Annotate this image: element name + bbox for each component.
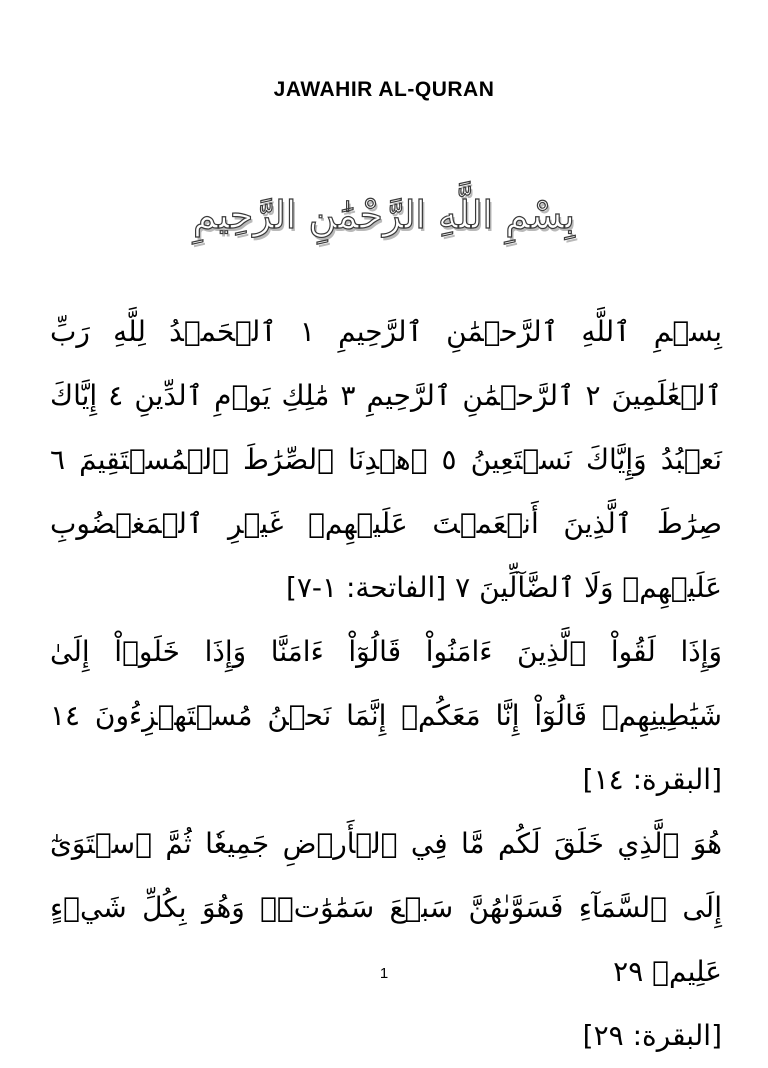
basmala-text: بِسْمِ اللَّهِ الرَّحْمَٰنِ الرَّحِيمِ [193, 193, 575, 237]
passage-text: هُوَ ٱلَّذِي خَلَقَ لَكُم مَّا فِي ٱلۡأَرۡضِ جَمِيعٗا ثُمَّ ٱسۡتَوَىٰٓ إِلَى ٱلسَّمَآءِ فَسَوَّىٰهُنَّ سَبۡعَ سَمَٰوَٰتٖۚ وَهُوَ بِكُلِّ شَيۡءٍ عَلِيمٞ ٢٩ [50, 827, 722, 988]
passage-baqarah-14 [50, 620, 722, 812]
page-title: JAWAHIR AL-QURAN [273, 78, 495, 101]
passage-baqarah-29 [50, 812, 722, 1068]
passage-reference: [الفاتحة: ١-٧] [285, 571, 447, 604]
passage-reference: [البقرة: ١٤] [582, 763, 722, 796]
passage-text: وَإِذَا لَقُواْ ٱلَّذِينَ ءَامَنُواْ قَالُوٓاْ ءَامَنَّا وَإِذَا خَلَوۡاْ إِلَىٰ شَيَٰطِينِهِمۡ قَالُوٓاْ إِنَّا مَعَكُمۡ إِنَّمَا نَحۡنُ مُسۡتَهۡزِءُونَ ١٤ [50, 635, 722, 732]
passage-fatiha [50, 300, 722, 620]
quran-passages [50, 300, 722, 1068]
passage-reference: [البقرة: ٢٩] [582, 1019, 722, 1052]
passage-text: بِسۡمِ ٱللَّهِ ٱلرَّحۡمَٰنِ ٱلرَّحِيمِ ١ ٱلۡحَمۡدُ لِلَّهِ رَبِّ ٱلۡعَٰلَمِينَ ٢ ٱلرَّحۡمَٰنِ ٱلرَّحِيمِ ٣ مَٰلِكِ يَوۡمِ ٱلدِّينِ ٤ إِيَّاكَ نَعۡبُدُ وَإِيَّاكَ نَسۡتَعِينُ ٥ ٱهۡدِنَا ٱلصِّرَٰطَ ٱلۡمُسۡتَقِيمَ ٦ صِرَٰطَ ٱلَّذِينَ أَنۡعَمۡتَ عَلَيۡهِمۡ غَيۡرِ ٱلۡمَغۡضُوبِ عَلَيۡهِمۡ وَلَا ٱلضَّآلِّينَ ٧ [50, 315, 722, 604]
page-number: 1 [379, 965, 389, 982]
basmala-calligraphy [0, 180, 768, 250]
